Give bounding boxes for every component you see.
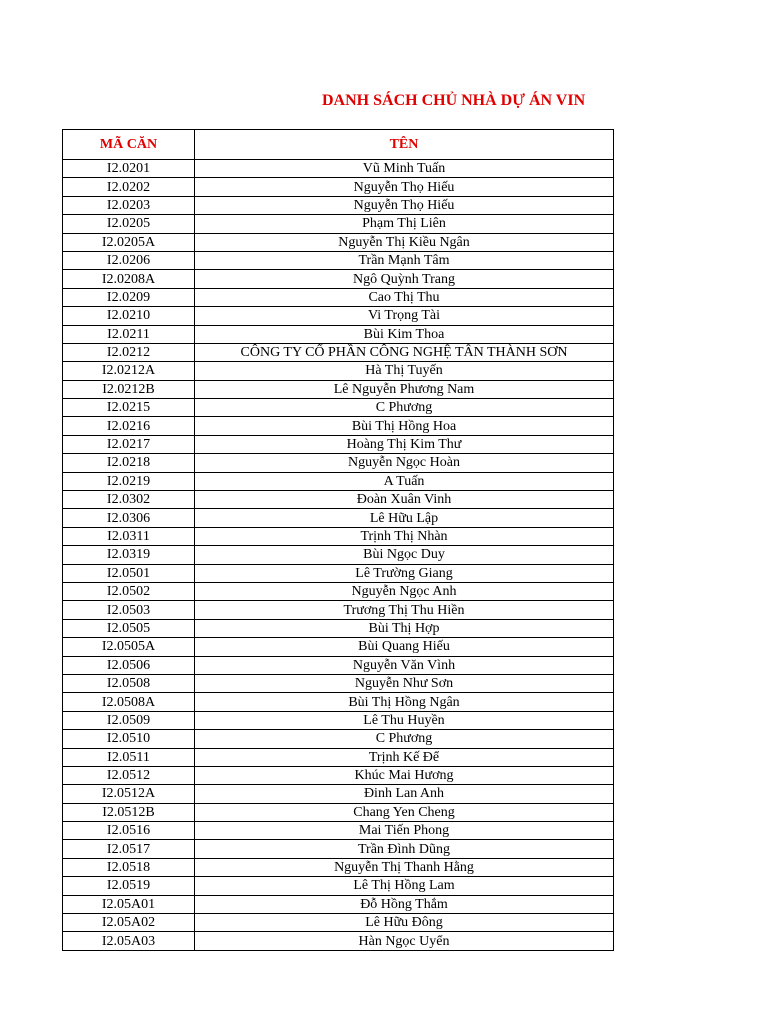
owner-name-cell: Lê Hữu Đông bbox=[195, 914, 614, 932]
table-row bbox=[63, 730, 614, 748]
owner-name-cell: Chang Yen Cheng bbox=[195, 803, 614, 821]
unit-code-cell: I2.0502 bbox=[63, 582, 195, 600]
table-row bbox=[63, 362, 614, 380]
owner-name-cell: Bùi Kim Thoa bbox=[195, 325, 614, 343]
owner-name-cell: Lê Hữu Lập bbox=[195, 509, 614, 527]
unit-code-cell: I2.0208A bbox=[63, 270, 195, 288]
table-row bbox=[63, 858, 614, 876]
owner-name-cell: Nguyễn Ngọc Hoàn bbox=[195, 454, 614, 472]
unit-code-cell: I2.0506 bbox=[63, 656, 195, 674]
table-row bbox=[63, 251, 614, 269]
unit-code-cell: I2.0517 bbox=[63, 840, 195, 858]
table-row bbox=[63, 380, 614, 398]
table-row bbox=[63, 638, 614, 656]
table-row bbox=[63, 233, 614, 251]
unit-code-cell: I2.0508A bbox=[63, 693, 195, 711]
unit-code-cell: I2.0215 bbox=[63, 399, 195, 417]
table-row bbox=[63, 803, 614, 821]
table-row bbox=[63, 785, 614, 803]
unit-code-cell: I2.0205 bbox=[63, 215, 195, 233]
owner-name-cell: Vi Trọng Tài bbox=[195, 307, 614, 325]
unit-code-cell: I2.0211 bbox=[63, 325, 195, 343]
unit-code-cell: I2.0201 bbox=[63, 160, 195, 178]
owner-name-cell: Trần Đình Dũng bbox=[195, 840, 614, 858]
table-row bbox=[63, 472, 614, 490]
unit-code-cell: I2.0212 bbox=[63, 343, 195, 361]
table-header-row bbox=[63, 130, 614, 160]
table-row bbox=[63, 840, 614, 858]
table-row bbox=[63, 564, 614, 582]
unit-code-cell: I2.0510 bbox=[63, 730, 195, 748]
table-row bbox=[63, 822, 614, 840]
unit-code-cell: I2.0516 bbox=[63, 822, 195, 840]
table-row bbox=[63, 914, 614, 932]
table-row bbox=[63, 656, 614, 674]
unit-code-cell: I2.0503 bbox=[63, 601, 195, 619]
owner-name-cell: Trịnh Kế Để bbox=[195, 748, 614, 766]
owner-name-cell: Bùi Thị Hồng Hoa bbox=[195, 417, 614, 435]
owner-name-cell: Bùi Thị Hợp bbox=[195, 619, 614, 637]
table-row bbox=[63, 619, 614, 637]
owner-name-cell: Cao Thị Thu bbox=[195, 288, 614, 306]
table-row bbox=[63, 454, 614, 472]
table-row bbox=[63, 711, 614, 729]
column-header-name: TÊN bbox=[195, 130, 614, 160]
owner-name-cell: Khúc Mai Hương bbox=[195, 766, 614, 784]
table-row bbox=[63, 399, 614, 417]
owner-name-cell: CÔNG TY CỔ PHẦN CÔNG NGHỆ TÂN THÀNH SƠN bbox=[195, 343, 614, 361]
unit-code-cell: I2.05A01 bbox=[63, 895, 195, 913]
unit-code-cell: I2.0501 bbox=[63, 564, 195, 582]
table-row bbox=[63, 491, 614, 509]
owner-name-cell: Mai Tiến Phong bbox=[195, 822, 614, 840]
owner-name-cell: Đỗ Hồng Thắm bbox=[195, 895, 614, 913]
unit-code-cell: I2.0206 bbox=[63, 251, 195, 269]
unit-code-cell: I2.05A02 bbox=[63, 914, 195, 932]
owner-name-cell: Trịnh Thị Nhàn bbox=[195, 527, 614, 545]
table-row bbox=[63, 417, 614, 435]
owner-name-cell: Bùi Ngọc Duy bbox=[195, 546, 614, 564]
owner-name-cell: Trần Mạnh Tâm bbox=[195, 251, 614, 269]
unit-code-cell: I2.0511 bbox=[63, 748, 195, 766]
unit-code-cell: I2.0505A bbox=[63, 638, 195, 656]
page-title: DANH SÁCH CHỦ NHÀ DỰ ÁN VIN bbox=[322, 92, 586, 109]
owner-name-cell: Nguyễn Thọ Hiếu bbox=[195, 196, 614, 214]
unit-code-cell: I2.0311 bbox=[63, 527, 195, 545]
unit-code-cell: I2.0216 bbox=[63, 417, 195, 435]
table-row bbox=[63, 288, 614, 306]
owner-list-table bbox=[62, 129, 614, 951]
owner-name-cell: Hoàng Thị Kim Thư bbox=[195, 435, 614, 453]
unit-code-cell: I2.0512 bbox=[63, 766, 195, 784]
unit-code-cell: I2.0306 bbox=[63, 509, 195, 527]
owner-name-cell: Đinh Lan Anh bbox=[195, 785, 614, 803]
table-row bbox=[63, 877, 614, 895]
owner-name-cell: Hà Thị Tuyến bbox=[195, 362, 614, 380]
owner-name-cell: Bùi Thị Hồng Ngân bbox=[195, 693, 614, 711]
owner-name-cell: C Phương bbox=[195, 730, 614, 748]
unit-code-cell: I2.0219 bbox=[63, 472, 195, 490]
owner-name-cell: Trương Thị Thu Hiền bbox=[195, 601, 614, 619]
owner-name-cell: Ngô Quỳnh Trang bbox=[195, 270, 614, 288]
unit-code-cell: I2.0509 bbox=[63, 711, 195, 729]
table-row bbox=[63, 748, 614, 766]
owner-name-cell: Nguyễn Như Sơn bbox=[195, 674, 614, 692]
table-row bbox=[63, 160, 614, 178]
owner-name-cell: Nguyễn Thị Kiều Ngân bbox=[195, 233, 614, 251]
unit-code-cell: I2.05A03 bbox=[63, 932, 195, 950]
table-row bbox=[63, 601, 614, 619]
table-row bbox=[63, 509, 614, 527]
owner-name-cell: Nguyễn Thị Thanh Hằng bbox=[195, 858, 614, 876]
owner-name-cell: C Phương bbox=[195, 399, 614, 417]
unit-code-cell: I2.0202 bbox=[63, 178, 195, 196]
owner-name-cell: Hàn Ngọc Uyển bbox=[195, 932, 614, 950]
unit-code-cell: I2.0512A bbox=[63, 785, 195, 803]
owner-name-cell: Nguyễn Văn Vình bbox=[195, 656, 614, 674]
unit-code-cell: I2.0205A bbox=[63, 233, 195, 251]
table-row bbox=[63, 582, 614, 600]
unit-code-cell: I2.0217 bbox=[63, 435, 195, 453]
owner-name-cell: Lê Nguyễn Phương Nam bbox=[195, 380, 614, 398]
owner-name-cell: A Tuấn bbox=[195, 472, 614, 490]
table-row bbox=[63, 196, 614, 214]
unit-code-cell: I2.0210 bbox=[63, 307, 195, 325]
owner-name-cell: Nguyễn Ngọc Anh bbox=[195, 582, 614, 600]
table-row bbox=[63, 527, 614, 545]
unit-code-cell: I2.0319 bbox=[63, 546, 195, 564]
owner-name-cell: Lê Trường Giang bbox=[195, 564, 614, 582]
table-row bbox=[63, 674, 614, 692]
table-row bbox=[63, 693, 614, 711]
unit-code-cell: I2.0203 bbox=[63, 196, 195, 214]
unit-code-cell: I2.0209 bbox=[63, 288, 195, 306]
column-header-unit-code: MÃ CĂN bbox=[63, 130, 195, 160]
table-row bbox=[63, 932, 614, 950]
owner-name-cell: Phạm Thị Liên bbox=[195, 215, 614, 233]
owner-name-cell: Nguyễn Thọ Hiếu bbox=[195, 178, 614, 196]
unit-code-cell: I2.0212A bbox=[63, 362, 195, 380]
owner-name-cell: Đoàn Xuân Vinh bbox=[195, 491, 614, 509]
owner-name-cell: Bùi Quang Hiếu bbox=[195, 638, 614, 656]
table-row bbox=[63, 270, 614, 288]
owner-name-cell: Vũ Minh Tuấn bbox=[195, 160, 614, 178]
table-row bbox=[63, 435, 614, 453]
unit-code-cell: I2.0302 bbox=[63, 491, 195, 509]
unit-code-cell: I2.0218 bbox=[63, 454, 195, 472]
unit-code-cell: I2.0519 bbox=[63, 877, 195, 895]
table-row bbox=[63, 895, 614, 913]
table-row bbox=[63, 215, 614, 233]
table-row bbox=[63, 343, 614, 361]
table-row bbox=[63, 546, 614, 564]
unit-code-cell: I2.0505 bbox=[63, 619, 195, 637]
unit-code-cell: I2.0212B bbox=[63, 380, 195, 398]
owner-name-cell: Lê Thị Hồng Lam bbox=[195, 877, 614, 895]
unit-code-cell: I2.0518 bbox=[63, 858, 195, 876]
owner-name-cell: Lê Thu Huyền bbox=[195, 711, 614, 729]
table-row bbox=[63, 766, 614, 784]
table-row bbox=[63, 325, 614, 343]
table-body bbox=[63, 160, 614, 951]
unit-code-cell: I2.0512B bbox=[63, 803, 195, 821]
table-row bbox=[63, 178, 614, 196]
unit-code-cell: I2.0508 bbox=[63, 674, 195, 692]
table-row bbox=[63, 307, 614, 325]
